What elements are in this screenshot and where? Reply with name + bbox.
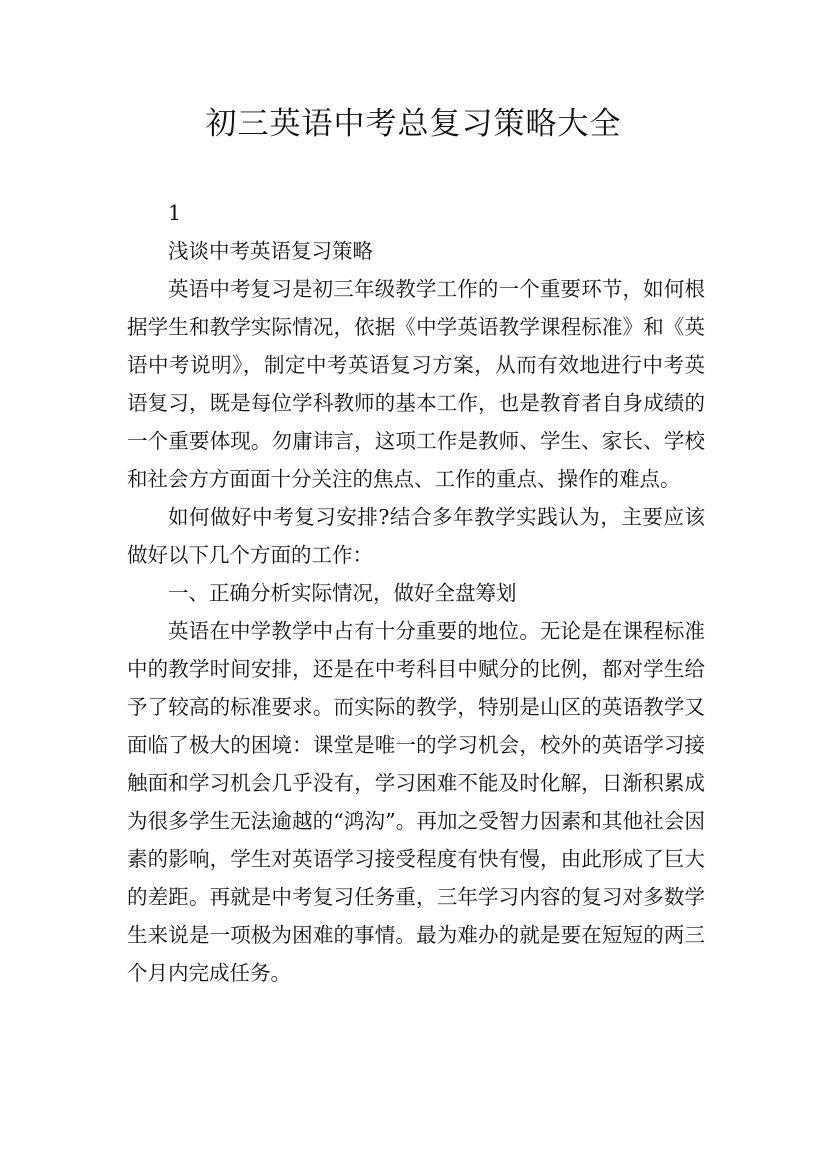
section-number: 1 <box>168 201 182 225</box>
section-subtitle: 浅谈中考英语复习策略 <box>168 239 373 263</box>
paragraph: 英语中考复习是初三年级教学工作的一个重要环节，如何根据学生和教学实际情况，依据《中学英语教学课程标准》和《英语中考说明》，制定中考英语复习方案，从而有效地进行中考英语复习，既是每位学科教师的基本工作，也是教育者自身成绩的一个重要体现。勿庸讳言，这项工作是教师、学生、家长、学校和社会方方面面十分关注的焦点、工作的重点、操作的难点。 <box>127 277 705 491</box>
document-body <box>127 194 705 992</box>
section-heading: 一、正确分析实际情况，做好全盘筹划 <box>168 581 517 605</box>
document-title: 初三英语中考总复习策略大全 <box>205 106 622 142</box>
paragraph: 英语在中学教学中占有十分重要的地位。无论是在课程标准中的教学时间安排，还是在中考科目中赋分的比例，都对学生给予了较高的标准要求。而实际的教学，特别是山区的英语教学又面临了极大的困境：课堂是唯一的学习机会，校外的英语学习接触面和学习机会几乎没有，学习困难不能及时化解，日渐积累成为很多学生无法逾越的“鸿沟”。再加之受智力因素和其他社会因素的影响，学生对英语学习接受程度有快有慢，由此形成了巨大的差距。再就是中考复习任务重，三年学习内容的复习对多数学生来说是一项极为困难的事情。最为难办的就是要在短短的两三个月内完成任务。 <box>127 619 705 985</box>
paragraph: 如何做好中考复习安排?结合多年教学实践认为，主要应该做好以下几个方面的工作： <box>127 505 705 567</box>
